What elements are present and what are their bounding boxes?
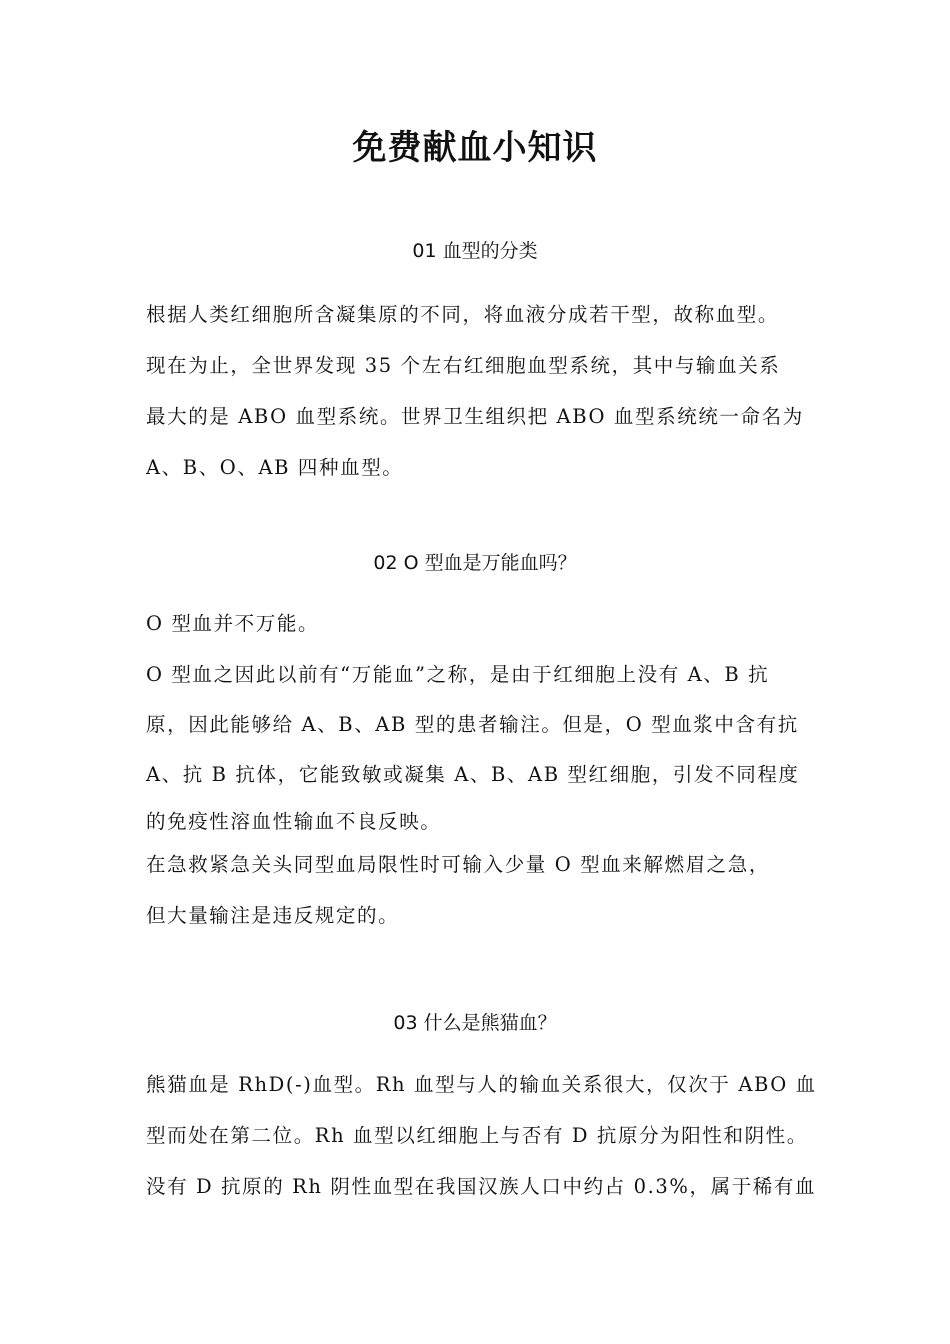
paragraph-line: A、B、O、AB 四种血型。 bbox=[146, 456, 404, 479]
section-body-o-type-universal bbox=[146, 604, 826, 938]
section-heading-panda-blood: 03 什么是熊猫血？ bbox=[393, 1012, 557, 1034]
document-title: 免费献血小知识 bbox=[352, 128, 598, 168]
paragraph-line: 最大的是 ABO 血型系统。世界卫生组织把 ABO 血型系统统一命名为 bbox=[146, 405, 804, 428]
paragraph-line: 但大量输注是违反规定的。 bbox=[146, 904, 400, 927]
paragraph-line: A、抗 B 抗体，它能致敏或凝集 A、B、AB 型红细胞，引发不同程度 bbox=[146, 763, 800, 786]
section-heading-o-type-universal: 02 O 型血是万能血吗？ bbox=[373, 552, 577, 574]
paragraph-line: 没有 D 抗原的 Rh 阴性血型在我国汉族人口中约占 0.3%，属于稀有血 bbox=[146, 1175, 817, 1198]
paragraph-line: 熊猫血是 RhD(-)血型。Rh 血型与人的输血关系很大，仅次于 ABO 血 bbox=[146, 1073, 817, 1096]
paragraph-line: O 型血并不万能。 bbox=[146, 612, 320, 635]
section-body-panda-blood bbox=[146, 1059, 826, 1212]
paragraph-line: 原，因此能够给 A、B、AB 型的患者输注。但是，O 型血浆中含有抗 bbox=[146, 713, 799, 736]
paragraph-line: 型而处在第二位。Rh 血型以红细胞上与否有 D 抗原分为阳性和阴性。 bbox=[146, 1124, 808, 1147]
section-body-blood-type-classification bbox=[146, 289, 826, 493]
paragraph-line: 现在为止，全世界发现 35 个左右红细胞血型系统，其中与输血关系 bbox=[146, 354, 781, 377]
paragraph-line: O 型血之因此以前有“万能血”之称，是由于红细胞上没有 A、B 抗 bbox=[146, 663, 770, 686]
section-heading-blood-type-classification: 01 血型的分类 bbox=[412, 240, 538, 262]
paragraph-line: 的免疫性溶血性输血不良反映。 bbox=[146, 810, 442, 833]
paragraph-line: 根据人类红细胞所含凝集原的不同，将血液分成若干型，故称血型。 bbox=[146, 303, 780, 326]
paragraph-line: 在急救紧急关头同型血局限性时可输入少量 O 型血来解燃眉之急， bbox=[146, 853, 770, 876]
